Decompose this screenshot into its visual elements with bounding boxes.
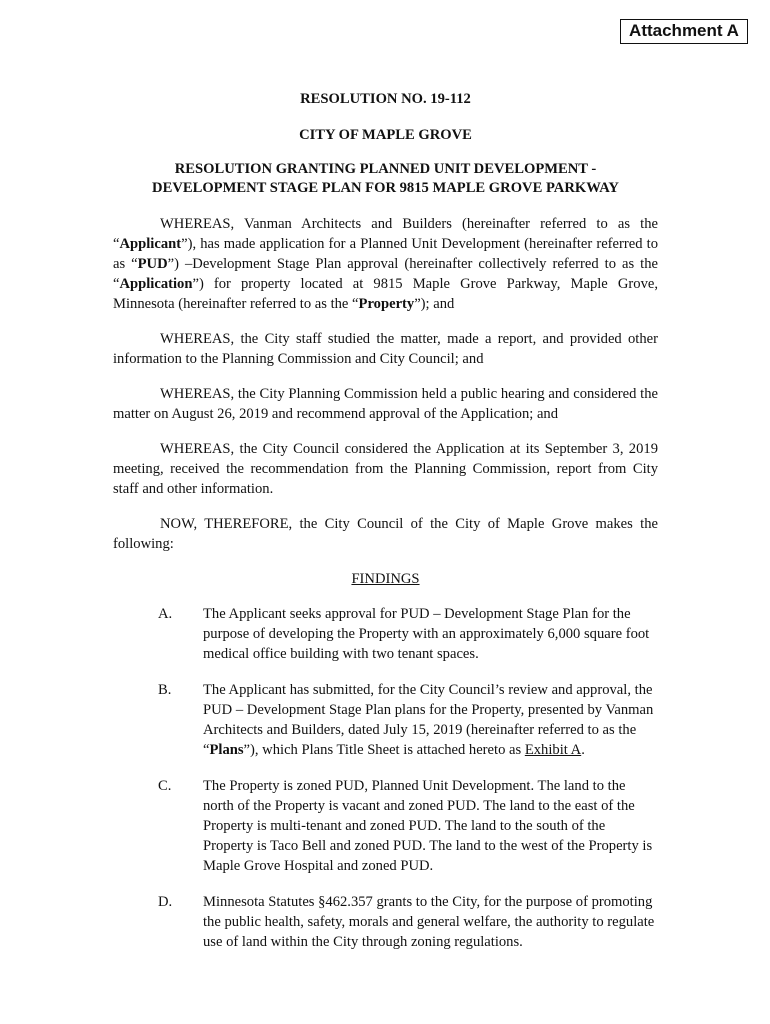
- finding-b-text: [203, 680, 658, 760]
- finding-d-letter: D.: [158, 894, 173, 910]
- finding-b-part-1: The Applicant has submitted, for the City Council’s review and approval, the PUD – Development Stage Plan plans for the Property, presented by Vanman Architects and Builders, dated July 15, 2019 (hereinafter referred to as the “: [203, 682, 654, 758]
- whereas-1-part-2: ”), has made application for a Planned Unit Development (hereinafter referred to as “: [113, 236, 658, 272]
- whereas-1-part-3: ”) –Development Stage Plan approval (hereinafter collectively referred to as the “: [113, 256, 658, 292]
- whereas-paragraph-1: [113, 214, 658, 314]
- whereas-1-part-1: WHEREAS, Vanman Architects and Builders (hereinafter referred to as the “: [113, 216, 658, 252]
- finding-a-letter: A.: [158, 606, 173, 622]
- resolution-title-line-1: RESOLUTION GRANTING PLANNED UNIT DEVELOPMENT -: [174, 161, 597, 177]
- finding-c-text: The Property is zoned PUD, Planned Unit Development. The land to the north of the Property is vacant and zoned PUD. The land to the east of the Property is multi-tenant and zoned PUD. The land to the south of the Property is Taco Bell and zoned PUD. The land to the west of the Property is Maple Grove Hospital and zoned PUD.: [203, 778, 653, 874]
- finding-a-text: The Applicant seeks approval for PUD – Development Stage Plan for the purpose of developing the Property with an approximately 6,000 square foot medical office building with two tenant spaces.: [203, 606, 650, 662]
- whereas-paragraph-2: WHEREAS, the City staff studied the matter, made a report, and provided other information to the Planning Commission and City Council; and: [113, 331, 658, 367]
- resolution-number: RESOLUTION NO. 19-112: [300, 91, 471, 107]
- city-name: CITY OF MAPLE GROVE: [299, 127, 472, 143]
- finding-a: [113, 604, 658, 664]
- resolution-title-line-2: DEVELOPMENT STAGE PLAN FOR 9815 MAPLE GROVE PARKWAY: [152, 180, 619, 196]
- applicant-term: Applicant: [119, 236, 182, 252]
- whereas-paragraph-4: WHEREAS, the City Council considered the Application at its September 3, 2019 meeting, received the recommendation from the Planning Commission, report from City staff and other information.: [113, 441, 658, 497]
- resolution-title: [113, 160, 658, 198]
- application-term: Application: [119, 276, 193, 292]
- findings-heading: FINDINGS: [351, 571, 420, 587]
- property-term: Property: [358, 296, 415, 312]
- finding-d: [113, 892, 658, 952]
- finding-b-part-3: .: [581, 742, 585, 758]
- finding-b: [113, 680, 658, 760]
- plans-term: Plans: [209, 742, 244, 758]
- finding-c-letter: C.: [158, 778, 172, 794]
- whereas-paragraph-3: WHEREAS, the City Planning Commission held a public hearing and considered the matter on August 26, 2019 and recommend approval of the Application; and: [113, 386, 658, 422]
- pud-term: PUD: [137, 256, 168, 272]
- document-page: [113, 89, 658, 968]
- whereas-1-part-5: ”); and: [414, 296, 455, 312]
- attachment-label: Attachment A: [620, 19, 748, 44]
- finding-b-letter: B.: [158, 682, 172, 698]
- exhibit-a-reference: Exhibit A: [524, 742, 582, 758]
- now-therefore-paragraph: NOW, THEREFORE, the City Council of the City of Maple Grove makes the following:: [113, 516, 658, 552]
- finding-c: [113, 776, 658, 876]
- whereas-1-part-4: ”) for property located at 9815 Maple Grove Parkway, Maple Grove, Minnesota (hereinafter referred to as the “: [113, 276, 658, 312]
- finding-b-part-2: ”), which Plans Title Sheet is attached hereto as: [243, 742, 525, 758]
- finding-d-text: Minnesota Statutes §462.357 grants to the City, for the purpose of promoting the public health, safety, morals and general welfare, the authority to regulate use of land within the City through zoning regulations.: [203, 894, 655, 950]
